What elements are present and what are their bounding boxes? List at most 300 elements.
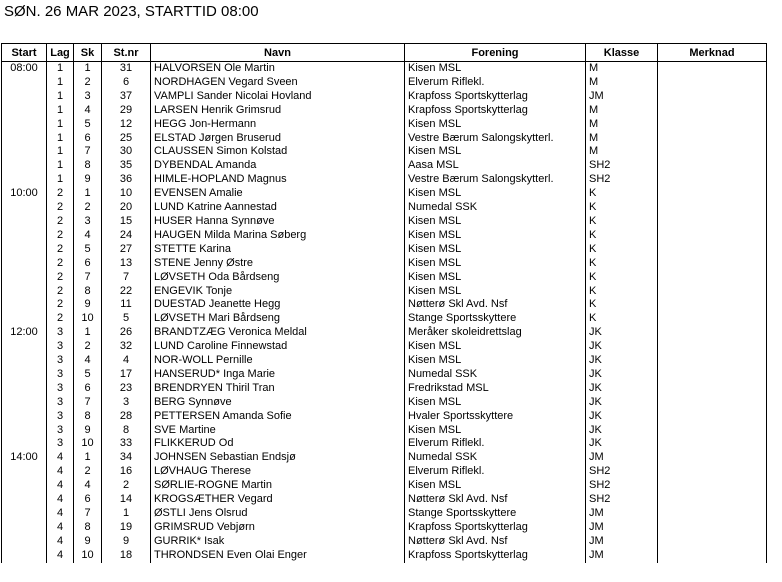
remark-cell	[658, 76, 767, 90]
table-row	[2, 312, 767, 326]
name-cell: HALVORSEN Ole Martin	[151, 62, 405, 76]
start-number-cell: 30	[102, 145, 151, 159]
table-row	[2, 382, 767, 396]
name-cell: KROGSÆTHER Vegard	[151, 493, 405, 507]
class-cell: JK	[586, 326, 658, 340]
table-row	[2, 229, 767, 243]
lag-cell: 3	[47, 368, 74, 382]
lag-cell: 1	[47, 104, 74, 118]
table-row	[2, 493, 767, 507]
sk-cell: 8	[74, 410, 102, 424]
lag-cell: 2	[47, 187, 74, 201]
start-time-cell	[2, 271, 47, 285]
start-time-cell	[2, 229, 47, 243]
start-time-cell	[2, 104, 47, 118]
start-number-cell: 35	[102, 159, 151, 173]
lag-cell: 1	[47, 132, 74, 146]
remark-cell	[658, 187, 767, 201]
name-cell: STETTE Karina	[151, 243, 405, 257]
sk-cell: 1	[74, 326, 102, 340]
sk-cell: 9	[74, 298, 102, 312]
table-row	[2, 159, 767, 173]
table-row	[2, 549, 767, 563]
sk-cell: 10	[74, 549, 102, 563]
start-time-cell	[2, 493, 47, 507]
sk-cell: 10	[74, 312, 102, 326]
class-cell: SH2	[586, 493, 658, 507]
club-cell: Meråker skoleidrettslag	[405, 326, 586, 340]
column-header-sk: Sk	[74, 44, 102, 62]
class-cell: SH2	[586, 159, 658, 173]
class-cell: M	[586, 132, 658, 146]
table-row	[2, 62, 767, 76]
sk-cell: 2	[74, 201, 102, 215]
lag-cell: 2	[47, 257, 74, 271]
name-cell: CLAUSSEN Simon Kolstad	[151, 145, 405, 159]
start-number-cell: 7	[102, 271, 151, 285]
table-row	[2, 145, 767, 159]
start-time-cell	[2, 215, 47, 229]
sk-cell: 7	[74, 507, 102, 521]
column-header-lag: Lag	[47, 44, 74, 62]
start-number-cell: 37	[102, 90, 151, 104]
table-row	[2, 285, 767, 299]
name-cell: THRONDSEN Even Olai Enger	[151, 549, 405, 563]
class-cell: K	[586, 243, 658, 257]
class-cell: JK	[586, 340, 658, 354]
remark-cell	[658, 285, 767, 299]
remark-cell	[658, 396, 767, 410]
remark-cell	[658, 215, 767, 229]
sk-cell: 1	[74, 451, 102, 465]
start-list-table	[1, 43, 767, 563]
class-cell: M	[586, 62, 658, 76]
club-cell: Elverum Riflekl.	[405, 437, 586, 451]
class-cell: K	[586, 285, 658, 299]
start-time-cell	[2, 521, 47, 535]
lag-cell: 1	[47, 90, 74, 104]
lag-cell: 1	[47, 62, 74, 76]
table-row	[2, 507, 767, 521]
remark-cell	[658, 424, 767, 438]
name-cell: LUND Katrine Aannestad	[151, 201, 405, 215]
club-cell: Krapfoss Sportskytterlag	[405, 104, 586, 118]
lag-cell: 4	[47, 507, 74, 521]
column-header-start: Start	[2, 44, 47, 62]
lag-cell: 3	[47, 354, 74, 368]
remark-cell	[658, 451, 767, 465]
remark-cell	[658, 229, 767, 243]
club-cell: Kisen MSL	[405, 271, 586, 285]
remark-cell	[658, 312, 767, 326]
name-cell: HANSERUD* Inga Marie	[151, 368, 405, 382]
start-number-cell: 2	[102, 479, 151, 493]
start-time-cell	[2, 382, 47, 396]
start-time-cell	[2, 201, 47, 215]
lag-cell: 4	[47, 535, 74, 549]
club-cell: Kisen MSL	[405, 215, 586, 229]
start-number-cell: 19	[102, 521, 151, 535]
start-time-cell	[2, 285, 47, 299]
name-cell: PETTERSEN Amanda Sofie	[151, 410, 405, 424]
start-number-cell: 12	[102, 118, 151, 132]
remark-cell	[658, 243, 767, 257]
lag-cell: 3	[47, 382, 74, 396]
sk-cell: 4	[74, 479, 102, 493]
lag-cell: 3	[47, 410, 74, 424]
lag-cell: 2	[47, 243, 74, 257]
page-title: SØN. 26 MAR 2023, STARTTID 08:00	[4, 3, 259, 20]
class-cell: JM	[586, 507, 658, 521]
start-time-cell: 10:00	[2, 187, 47, 201]
class-cell: JK	[586, 437, 658, 451]
lag-cell: 2	[47, 201, 74, 215]
sk-cell: 6	[74, 257, 102, 271]
start-number-cell: 34	[102, 451, 151, 465]
name-cell: BRENDRYEN Thiril Tran	[151, 382, 405, 396]
lag-cell: 4	[47, 521, 74, 535]
start-time-cell	[2, 549, 47, 563]
remark-cell	[658, 340, 767, 354]
club-cell: Vestre Bærum Salongskytterl.	[405, 173, 586, 187]
class-cell: M	[586, 118, 658, 132]
start-time-cell	[2, 368, 47, 382]
class-cell: K	[586, 257, 658, 271]
remark-cell	[658, 507, 767, 521]
club-cell: Kisen MSL	[405, 229, 586, 243]
start-time-cell	[2, 118, 47, 132]
club-cell: Kisen MSL	[405, 396, 586, 410]
start-time-cell	[2, 479, 47, 493]
table-row	[2, 368, 767, 382]
class-cell: K	[586, 229, 658, 243]
club-cell: Aasa MSL	[405, 159, 586, 173]
start-number-cell: 16	[102, 465, 151, 479]
start-time-cell: 08:00	[2, 62, 47, 76]
table-row	[2, 90, 767, 104]
class-cell: JK	[586, 354, 658, 368]
sk-cell: 7	[74, 396, 102, 410]
start-number-cell: 1	[102, 507, 151, 521]
club-cell: Elverum Riflekl.	[405, 76, 586, 90]
start-time-cell	[2, 298, 47, 312]
start-time-cell: 12:00	[2, 326, 47, 340]
start-number-cell: 17	[102, 368, 151, 382]
remark-cell	[658, 368, 767, 382]
club-cell: Krapfoss Sportskytterlag	[405, 521, 586, 535]
name-cell: ELSTAD Jørgen Bruserud	[151, 132, 405, 146]
class-cell: M	[586, 104, 658, 118]
class-cell: K	[586, 215, 658, 229]
start-number-cell: 5	[102, 312, 151, 326]
remark-cell	[658, 382, 767, 396]
club-cell: Vestre Bærum Salongskytterl.	[405, 132, 586, 146]
table-row	[2, 340, 767, 354]
name-cell: HAUGEN Milda Marina Søberg	[151, 229, 405, 243]
start-number-cell: 26	[102, 326, 151, 340]
class-cell: K	[586, 312, 658, 326]
name-cell: EVENSEN Amalie	[151, 187, 405, 201]
club-cell: Kisen MSL	[405, 187, 586, 201]
remark-cell	[658, 257, 767, 271]
table-row	[2, 535, 767, 549]
start-time-cell	[2, 145, 47, 159]
table-row	[2, 201, 767, 215]
sk-cell: 3	[74, 215, 102, 229]
club-cell: Kisen MSL	[405, 479, 586, 493]
class-cell: JK	[586, 424, 658, 438]
start-time-cell	[2, 312, 47, 326]
class-cell: K	[586, 298, 658, 312]
lag-cell: 1	[47, 159, 74, 173]
table-row	[2, 104, 767, 118]
remark-cell	[658, 326, 767, 340]
club-cell: Nøtterø Skl Avd. Nsf	[405, 493, 586, 507]
sk-cell: 9	[74, 535, 102, 549]
remark-cell	[658, 159, 767, 173]
lag-cell: 4	[47, 465, 74, 479]
start-number-cell: 25	[102, 132, 151, 146]
table-row	[2, 326, 767, 340]
start-time-cell	[2, 535, 47, 549]
club-cell: Kisen MSL	[405, 354, 586, 368]
club-cell: Kisen MSL	[405, 62, 586, 76]
name-cell: ØSTLI Jens Olsrud	[151, 507, 405, 521]
start-number-cell: 32	[102, 340, 151, 354]
class-cell: SH2	[586, 465, 658, 479]
sk-cell: 8	[74, 285, 102, 299]
club-cell: Kisen MSL	[405, 424, 586, 438]
name-cell: GRIMSRUD Vebjørn	[151, 521, 405, 535]
lag-cell: 1	[47, 118, 74, 132]
name-cell: VAMPLI Sander Nicolai Hovland	[151, 90, 405, 104]
name-cell: BRANDTZÆG Veronica Meldal	[151, 326, 405, 340]
lag-cell: 3	[47, 396, 74, 410]
sk-cell: 9	[74, 173, 102, 187]
name-cell: LØVHAUG Therese	[151, 465, 405, 479]
lag-cell: 4	[47, 549, 74, 563]
start-time-cell	[2, 90, 47, 104]
club-cell: Krapfoss Sportskytterlag	[405, 549, 586, 563]
table-row	[2, 437, 767, 451]
sk-cell: 1	[74, 187, 102, 201]
class-cell: JM	[586, 535, 658, 549]
start-number-cell: 13	[102, 257, 151, 271]
club-cell: Numedal SSK	[405, 201, 586, 215]
table-row	[2, 215, 767, 229]
start-time-cell	[2, 507, 47, 521]
lag-cell: 1	[47, 145, 74, 159]
class-cell: K	[586, 201, 658, 215]
table-row	[2, 271, 767, 285]
remark-cell	[658, 173, 767, 187]
remark-cell	[658, 354, 767, 368]
table-row	[2, 132, 767, 146]
club-cell: Kisen MSL	[405, 243, 586, 257]
column-header-stnr: St.nr	[102, 44, 151, 62]
class-cell: JK	[586, 410, 658, 424]
remark-cell	[658, 521, 767, 535]
lag-cell: 3	[47, 340, 74, 354]
start-time-cell	[2, 396, 47, 410]
sk-cell: 2	[74, 465, 102, 479]
name-cell: GURRIK* Isak	[151, 535, 405, 549]
start-time-cell	[2, 173, 47, 187]
club-cell: Fredrikstad MSL	[405, 382, 586, 396]
table-row	[2, 465, 767, 479]
table-row	[2, 298, 767, 312]
remark-cell	[658, 104, 767, 118]
lag-cell: 2	[47, 229, 74, 243]
start-number-cell: 23	[102, 382, 151, 396]
name-cell: SVE Martine	[151, 424, 405, 438]
lag-cell: 1	[47, 76, 74, 90]
table-row	[2, 424, 767, 438]
sk-cell: 6	[74, 132, 102, 146]
class-cell: JM	[586, 549, 658, 563]
lag-cell: 2	[47, 271, 74, 285]
start-number-cell: 14	[102, 493, 151, 507]
sk-cell: 8	[74, 159, 102, 173]
remark-cell	[658, 298, 767, 312]
class-cell: SH2	[586, 173, 658, 187]
sk-cell: 4	[74, 229, 102, 243]
lag-cell: 2	[47, 312, 74, 326]
name-cell: LØVSETH Mari Bårdseng	[151, 312, 405, 326]
sk-cell: 5	[74, 368, 102, 382]
start-number-cell: 11	[102, 298, 151, 312]
name-cell: DUESTAD Jeanette Hegg	[151, 298, 405, 312]
remark-cell	[658, 549, 767, 563]
sk-cell: 4	[74, 354, 102, 368]
class-cell: JM	[586, 451, 658, 465]
name-cell: HIMLE-HOPLAND Magnus	[151, 173, 405, 187]
table-row	[2, 76, 767, 90]
sk-cell: 5	[74, 118, 102, 132]
table-row	[2, 243, 767, 257]
start-number-cell: 10	[102, 187, 151, 201]
start-number-cell: 8	[102, 424, 151, 438]
club-cell: Kisen MSL	[405, 118, 586, 132]
club-cell: Stange Sportsskyttere	[405, 312, 586, 326]
remark-cell	[658, 62, 767, 76]
remark-cell	[658, 145, 767, 159]
lag-cell: 3	[47, 424, 74, 438]
start-number-cell: 4	[102, 354, 151, 368]
start-number-cell: 15	[102, 215, 151, 229]
club-cell: Kisen MSL	[405, 145, 586, 159]
name-cell: HEGG Jon-Hermann	[151, 118, 405, 132]
name-cell: DYBENDAL Amanda	[151, 159, 405, 173]
table-row	[2, 354, 767, 368]
table-row	[2, 257, 767, 271]
lag-cell: 4	[47, 451, 74, 465]
class-cell: JM	[586, 521, 658, 535]
lag-cell: 2	[47, 298, 74, 312]
name-cell: LØVSETH Oda Bårdseng	[151, 271, 405, 285]
name-cell: FLIKKERUD Od	[151, 437, 405, 451]
lag-cell: 3	[47, 326, 74, 340]
sk-cell: 9	[74, 424, 102, 438]
remark-cell	[658, 132, 767, 146]
start-time-cell	[2, 159, 47, 173]
start-time-cell	[2, 410, 47, 424]
club-cell: Kisen MSL	[405, 340, 586, 354]
name-cell: JOHNSEN Sebastian Endsjø	[151, 451, 405, 465]
sk-cell: 2	[74, 340, 102, 354]
name-cell: ENGEVIK Tonje	[151, 285, 405, 299]
remark-cell	[658, 479, 767, 493]
column-header-navn: Navn	[151, 44, 405, 62]
name-cell: LUND Caroline Finnewstad	[151, 340, 405, 354]
start-number-cell: 27	[102, 243, 151, 257]
start-time-cell	[2, 424, 47, 438]
name-cell: HUSER Hanna Synnøve	[151, 215, 405, 229]
lag-cell: 2	[47, 285, 74, 299]
start-number-cell: 3	[102, 396, 151, 410]
club-cell: Kisen MSL	[405, 285, 586, 299]
class-cell: JM	[586, 90, 658, 104]
start-time-cell	[2, 257, 47, 271]
column-header-forening: Forening	[405, 44, 586, 62]
remark-cell	[658, 437, 767, 451]
start-number-cell: 29	[102, 104, 151, 118]
class-cell: K	[586, 187, 658, 201]
sk-cell: 6	[74, 493, 102, 507]
sk-cell: 7	[74, 145, 102, 159]
start-time-cell	[2, 243, 47, 257]
table-row	[2, 410, 767, 424]
lag-cell: 2	[47, 215, 74, 229]
table-row	[2, 118, 767, 132]
class-cell: SH2	[586, 479, 658, 493]
class-cell: JK	[586, 396, 658, 410]
start-number-cell: 9	[102, 535, 151, 549]
lag-cell: 3	[47, 437, 74, 451]
start-number-cell: 28	[102, 410, 151, 424]
start-number-cell: 18	[102, 549, 151, 563]
column-header-klasse: Klasse	[586, 44, 658, 62]
sk-cell: 1	[74, 62, 102, 76]
start-time-cell	[2, 437, 47, 451]
start-number-cell: 6	[102, 76, 151, 90]
sk-cell: 10	[74, 437, 102, 451]
table-row	[2, 396, 767, 410]
name-cell: BERG Synnøve	[151, 396, 405, 410]
sk-cell: 7	[74, 271, 102, 285]
start-time-cell	[2, 340, 47, 354]
remark-cell	[658, 271, 767, 285]
remark-cell	[658, 410, 767, 424]
remark-cell	[658, 90, 767, 104]
club-cell: Nøtterø Skl Avd. Nsf	[405, 298, 586, 312]
table-row	[2, 187, 767, 201]
remark-cell	[658, 118, 767, 132]
remark-cell	[658, 535, 767, 549]
start-number-cell: 24	[102, 229, 151, 243]
start-time-cell	[2, 76, 47, 90]
name-cell: SØRLIE-ROGNE Martin	[151, 479, 405, 493]
club-cell: Krapfoss Sportskytterlag	[405, 90, 586, 104]
table-row	[2, 479, 767, 493]
sk-cell: 3	[74, 90, 102, 104]
start-number-cell: 36	[102, 173, 151, 187]
lag-cell: 1	[47, 173, 74, 187]
remark-cell	[658, 465, 767, 479]
remark-cell	[658, 493, 767, 507]
start-number-cell: 33	[102, 437, 151, 451]
class-cell: JK	[586, 368, 658, 382]
